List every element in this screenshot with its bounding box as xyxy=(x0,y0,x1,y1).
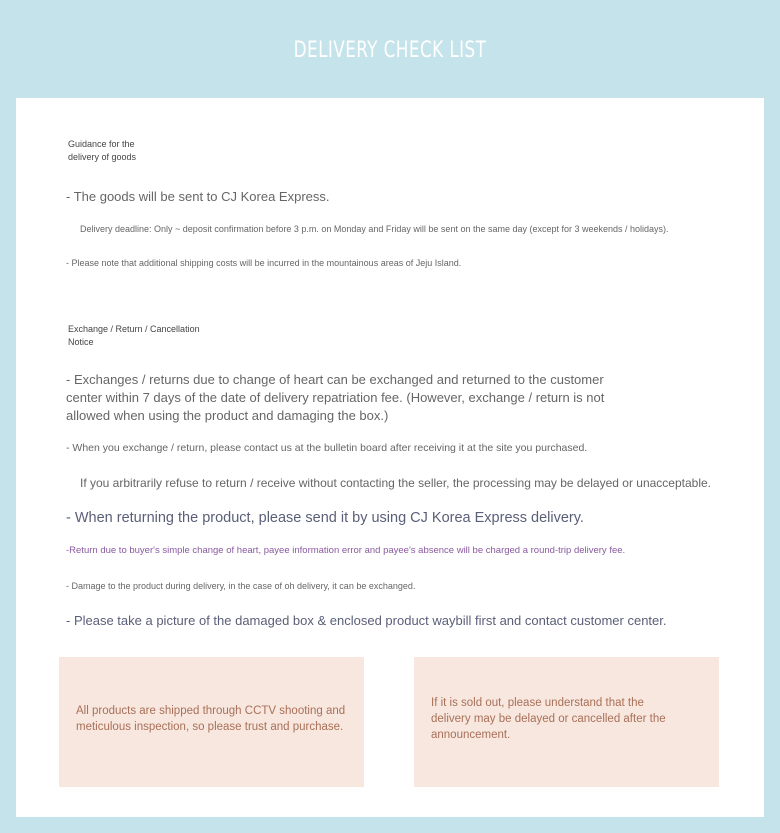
page-title: DELIVERY CHECK LIST xyxy=(293,38,487,63)
cctv-notice-box xyxy=(59,657,364,787)
exchange-line-contact: - When you exchange / return, please contact us at the bulletin board after receiving it at the site you purchased. xyxy=(66,442,588,454)
sold-out-notice-box xyxy=(414,657,719,787)
exchange-line-round-trip-fee: -Return due to buyer's simple change of heart, payee information error and payee's absence will be charged a round-trip delivery fee. xyxy=(66,545,626,556)
exchange-line-picture: - Please take a picture of the damaged box & enclosed product waybill first and contact customer center. xyxy=(66,613,667,628)
delivery-line-jeju: - Please note that additional shipping costs will be incurred in the mountainous areas of Jeju Island. xyxy=(66,258,462,268)
exchange-line-change-of-heart: - Exchanges / returns due to change of heart can be exchanged and returned to the customer center within 7 days of the date of delivery repatriation fee. (However, exchange / return is not allowed when using the product and damaging the box.) xyxy=(66,372,605,423)
delivery-line-deadline: Delivery deadline: Only ~ deposit confirmation before 3 p.m. on Monday and Friday will be sent on the same day (except for 3 weekends / holidays). xyxy=(80,224,669,234)
sold-out-notice-text: If it is sold out, please understand that the delivery may be delayed or cancelled after the announcement. xyxy=(431,697,666,741)
delivery-line-carrier: - The goods will be sent to CJ Korea Express. xyxy=(66,189,330,204)
cctv-notice-text: All products are shipped through CCTV shooting and meticulous inspection, so please trust and purchase. xyxy=(76,705,346,733)
delivery-section-label: Guidance for the delivery of goods xyxy=(68,139,137,162)
exchange-section-label: Exchange / Return / Cancellation Notice xyxy=(68,324,200,347)
exchange-line-damage: - Damage to the product during delivery, in the case of oh delivery, it can be exchanged. xyxy=(66,581,416,591)
exchange-line-refuse: If you arbitrarily refuse to return / receive without contacting the seller, the processing may be delayed or unacceptable. xyxy=(80,476,712,490)
exchange-line-return-carrier: - When returning the product, please send it by using CJ Korea Express delivery. xyxy=(66,510,584,526)
checklist-card xyxy=(16,98,764,817)
